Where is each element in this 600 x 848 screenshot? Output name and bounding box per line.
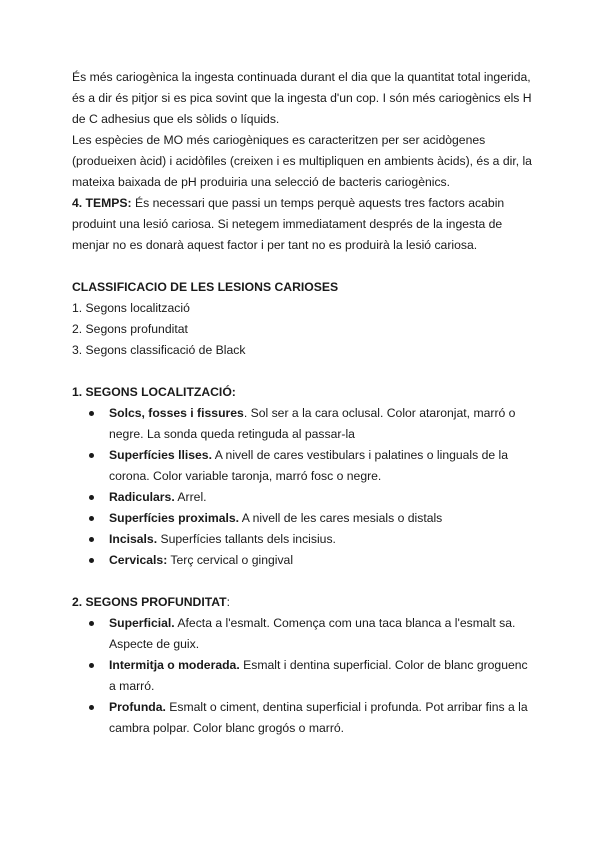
- bullet-icon: [89, 453, 94, 458]
- bullet-icon: [89, 705, 94, 710]
- classification-title: CLASSIFICACIO DE LES LESIONS CARIOSES: [72, 280, 339, 294]
- list-item: [72, 613, 534, 655]
- profunditat-list: [72, 613, 534, 739]
- localitzacio-list: [72, 403, 534, 571]
- bullet-icon: [89, 621, 94, 626]
- item-text: . Sol ser a la cara oclusal. Color ataronjat, marró o negre. La sonda queda retinguda al passar-la: [109, 406, 516, 441]
- paragraph-microorganismes: Les espècies de MO més cariogèniques es caracteritzen per ser acidògenes (produeixen àcid) i acidòfiles (creixen i es multipliquen en ambients àcids), és a dir, la mateixa baixada de pH produiria una selecció de bacteris cariogènics.: [72, 133, 532, 189]
- profunditat-title-bold: 2. SEGONS PROFUNDITAT: [72, 595, 227, 609]
- bullet-icon: [89, 558, 94, 563]
- item-term: Superfícies proximals.: [109, 511, 240, 525]
- localitzacio-title: 1. SEGONS LOCALITZACIÓ:: [72, 385, 236, 399]
- list-item: [72, 487, 534, 508]
- list-item: [72, 403, 534, 445]
- list-item: [72, 550, 534, 571]
- item-term: Profunda.: [109, 700, 166, 714]
- item-text: Arrel.: [174, 490, 207, 504]
- bullet-icon: [89, 663, 94, 668]
- temps-label: 4. TEMPS:: [72, 196, 132, 210]
- bullet-icon: [89, 495, 94, 500]
- temps-text: És necessari que passi un temps perquè aquests tres factors acabin produint una lesió cariosa. Si netegem immediatament després de la ingesta de menjar no es donarà aquest factor i per tant no es produirà la lesió cariosa.: [72, 196, 505, 252]
- item-text: Esmalt o ciment, dentina superficial i profunda. Pot arribar fins a la cambra polpar. Color blanc grogós o marró.: [109, 700, 528, 735]
- paragraph-ingesta: És més cariogènica la ingesta continuada durant el dia que la quantitat total ingerida, és a dir és pitjor si es pica sovint que la ingesta d'un cop. I són més cariogènics els H de C adhesius que els sòlids o líquids.: [72, 70, 532, 126]
- classification-item: 1. Segons localització: [72, 301, 190, 315]
- item-term: Superficial.: [109, 616, 175, 630]
- bullet-icon: [89, 411, 94, 416]
- list-item: [72, 655, 534, 697]
- item-text: Esmalt i dentina superficial. Color de blanc groguenc a marró.: [109, 658, 528, 693]
- item-term: Incisals.: [109, 532, 158, 546]
- item-text: Afecta a l'esmalt. Comença com una taca blanca a l'esmalt sa. Aspecte de guix.: [109, 616, 516, 651]
- list-item: [72, 529, 534, 550]
- item-text: A nivell de cares vestibulars i palatines o linguals de la corona. Color variable taronja, marró fosc o negre.: [109, 448, 509, 483]
- bullet-icon: [89, 537, 94, 542]
- bullet-icon: [89, 516, 94, 521]
- paragraph-temps: [72, 193, 534, 256]
- profunditat-title: [72, 592, 534, 613]
- item-term: Intermitja o moderada.: [109, 658, 240, 672]
- list-item: [72, 508, 534, 529]
- classification-item: 3. Segons classificació de Black: [72, 343, 246, 357]
- item-text: Superfícies tallants dels incisius.: [157, 532, 336, 546]
- item-text: Terç cervical o gingival: [167, 553, 294, 567]
- item-term: Superfícies llises.: [109, 448, 212, 462]
- item-text: A nivell de les cares mesials o distals: [239, 511, 443, 525]
- classification-item: 2. Segons profunditat: [72, 322, 188, 336]
- item-term: Solcs, fosses i fissures: [109, 406, 244, 420]
- profunditat-title-colon: :: [226, 595, 230, 609]
- document-body: [72, 67, 534, 739]
- item-term: Cervicals:: [109, 553, 168, 567]
- item-term: Radiculars.: [109, 490, 175, 504]
- list-item: [72, 697, 534, 739]
- list-item: [72, 445, 534, 487]
